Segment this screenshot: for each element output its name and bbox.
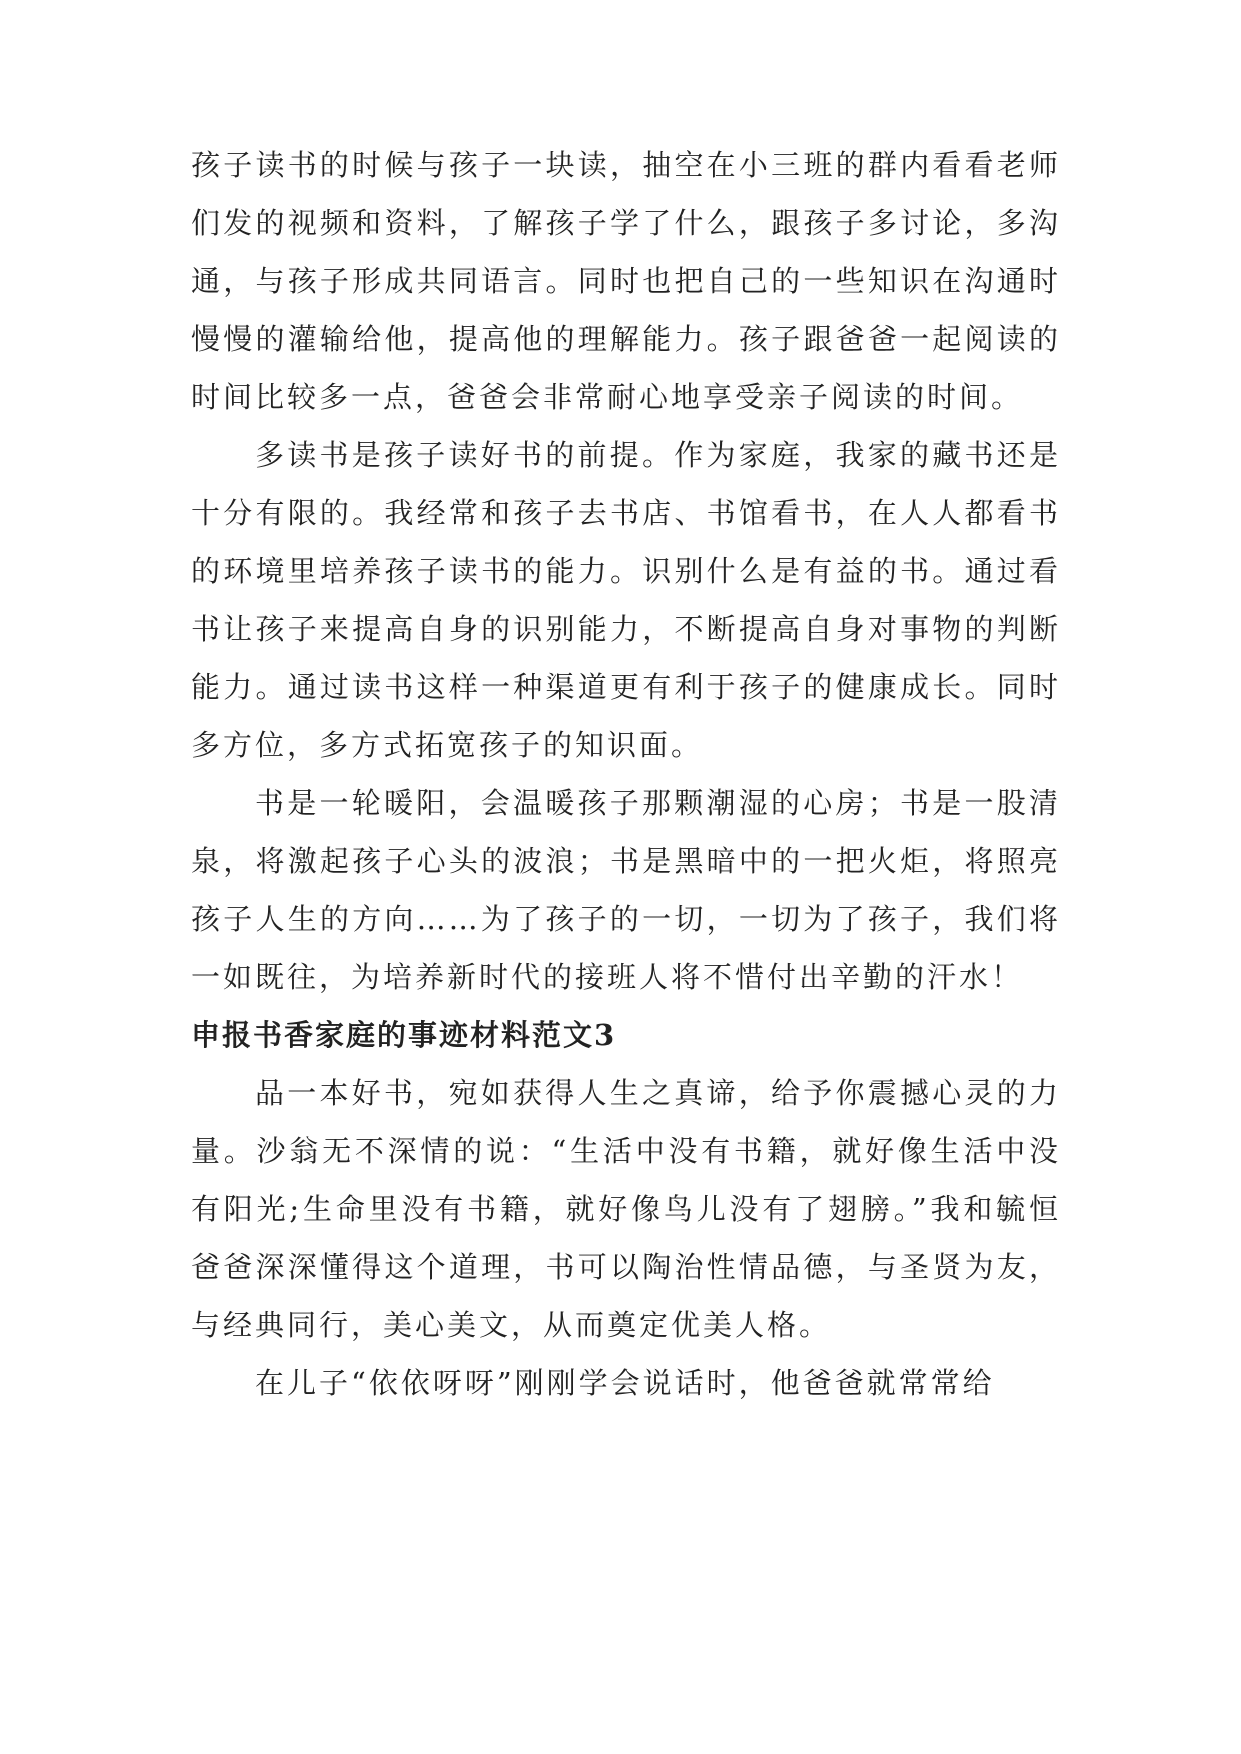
paragraph-5: 在儿子“依依呀呀”刚刚学会说话时，他爸爸就常常给 xyxy=(255,1366,995,1400)
paragraph-2: 多读书是孩子读好书的前提。作为家庭，我家的藏书还是十分有限的。我经常和孩子去书店、书馆看书，在人人都看书的环境里培养孩子读书的能力。识别什么是有益的书。通过看书让孩子来提高自身的识别能力，不断提高自身对事物的判断能力。通过读书这样一种渠道更有利于孩子的健康成长。同时多方位，多方式拓宽孩子的知识面。 xyxy=(191,438,1061,762)
paragraph-1: 孩子读书的时候与孩子一块读，抽空在小三班的群内看看老师们发的视频和资料，了解孩子学了什么，跟孩子多讨论，多沟通，与孩子形成共同语言。同时也把自己的一些知识在沟通时慢慢的灌输给他，提高他的理解能力。孩子跟爸爸一起阅读的时间比较多一点，爸爸会非常耐心地享受亲子阅读的时间。 xyxy=(191,148,1061,414)
document-content xyxy=(191,136,1061,1412)
paragraph-4: 品一本好书，宛如获得人生之真谛，给予你震撼心灵的力量。沙翁无不深情的说：“生活中没有书籍，就好像生活中没有阳光;生命里没有书籍，就好像鸟儿没有了翅膀。”我和毓恒爸爸深深懂得这个道理，书可以陶治性情品德，与圣贤为友，与经典同行，美心美文，从而奠定优美人格。 xyxy=(191,1076,1061,1342)
paragraph-3: 书是一轮暖阳，会温暖孩子那颗潮湿的心房；书是一股清泉，将激起孩子心头的波浪；书是黑暗中的一把火炬，将照亮孩子人生的方向……为了孩子的一切，一切为了孩子，我们将一如既往，为培养新时代的接班人将不惜付出辛勤的汗水！ xyxy=(191,786,1061,994)
section-heading: 申报书香家庭的事迹材料范文3 xyxy=(191,1018,617,1052)
